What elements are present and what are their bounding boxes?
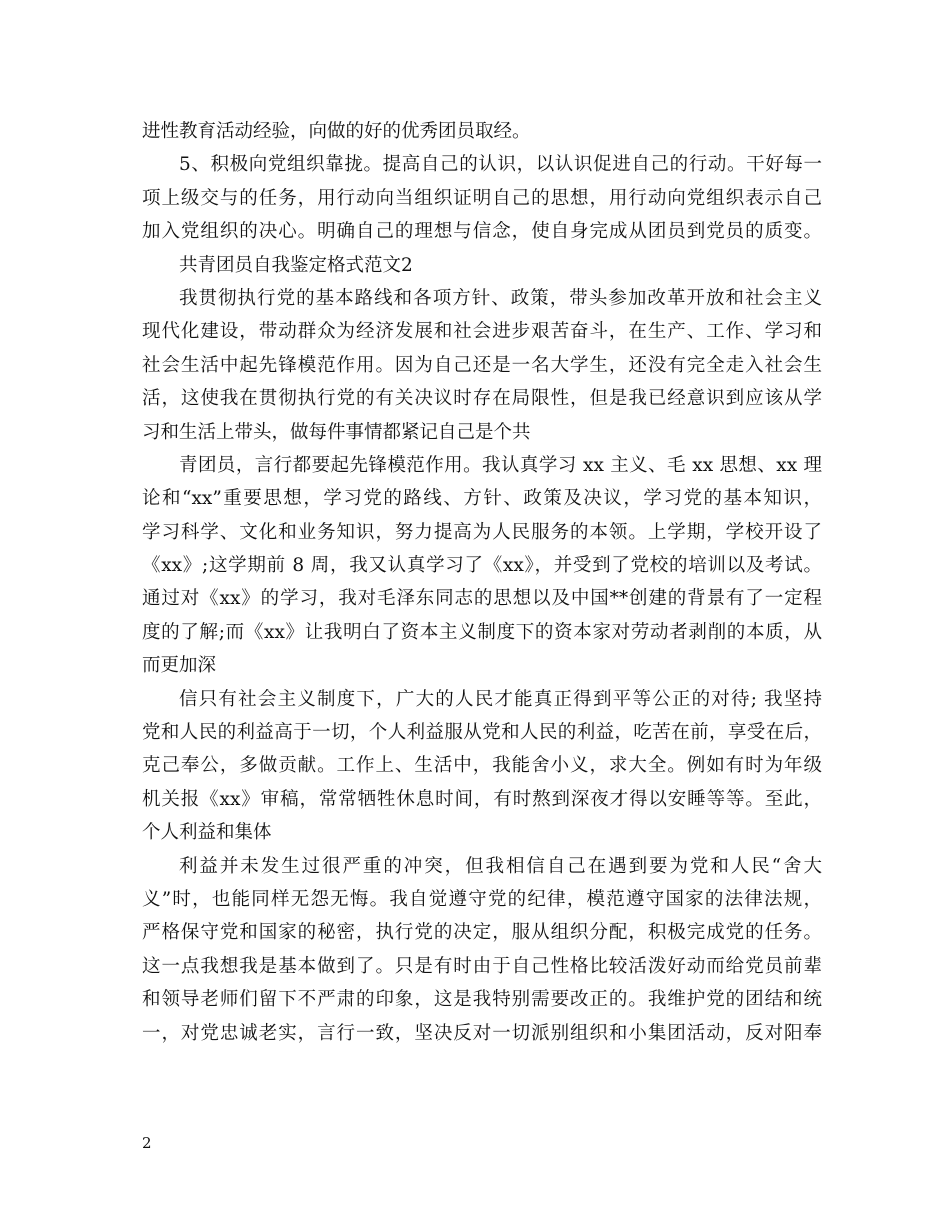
- text-line: 利益并未发生过很严重的冲突，但我相信自己在遇到要为党和人民“舍大: [179, 855, 822, 877]
- text-line: 现代化建设，带动群众为经济发展和社会进步艰苦奋斗，在生产、工作、学习和: [142, 321, 822, 343]
- text-line: 和领导老师们留下不严肃的印象，这是我特别需要改正的。我维护党的团结和统: [142, 989, 822, 1011]
- text-line: 度的了解;而《xx》让我明白了资本主义制度下的资本家对劳动者剥削的本质，从: [142, 621, 822, 643]
- text-line: 党和人民的利益高于一切，个人利益服从党和人民的利益，吃苦在前，享受在后，: [142, 722, 822, 744]
- text-line: 我贯彻执行党的基本路线和各项方针、政策，带头参加改革开放和社会主义: [179, 287, 822, 309]
- text-line: 信只有社会主义制度下，广大的人民才能真正得到平等公正的对待; 我坚持: [179, 688, 822, 710]
- text-line: 学习科学、文化和业务知识，努力提高为人民服务的本领。上学期，学校开设了: [142, 521, 822, 543]
- text-line: 个人利益和集体: [142, 822, 272, 844]
- text-line: 习和生活上带头，做每件事情都紧记自己是个共: [142, 421, 531, 443]
- text-line: 论和“xx”重要思想，学习党的路线、方针、政策及决议，学习党的基本知识，: [142, 488, 822, 510]
- text-line: 活，这使我在贯彻执行党的有关决议时存在局限性，但是我已经意识到应该从学: [142, 388, 822, 410]
- text-line: 机关报《xx》审稿，常常牺牲休息时间，有时熬到深夜才得以安睡等等。至此，: [142, 788, 822, 810]
- text-line: 严格保守党和国家的秘密，执行党的决定，服从组织分配，积极完成党的任务。: [142, 922, 822, 944]
- section-heading: 共青团员自我鉴定格式范文2: [179, 254, 413, 276]
- text-line: 这一点我想我是基本做到了。只是有时由于自己性格比较活泼好动而给党员前辈: [142, 955, 822, 977]
- text-line: 加入党组织的决心。明确自己的理想与信念，使自身完成从团员到党员的质变。: [142, 221, 822, 243]
- text-line: 义”时，也能同样无怨无悔。我自觉遵守党的纪律，模范遵守国家的法律法规，: [142, 888, 822, 910]
- body-text: [142, 115, 822, 1050]
- text-line: 5、积极向党组织靠拢。提高自己的认识，以认识促进自己的行动。干好每一: [179, 154, 822, 176]
- text-line: 通过对《xx》的学习，我对毛泽东同志的思想以及中国**创建的背景有了一定程: [142, 588, 822, 610]
- text-line: 项上级交与的任务，用行动向当组织证明自己的思想，用行动向党组织表示自己: [142, 187, 822, 209]
- text-line: 一，对党忠诚老实，言行一致，坚决反对一切派别组织和小集团活动，反对阳奉: [142, 1022, 822, 1044]
- text-line: 克己奉公，多做贡献。工作上、生活中，我能舍小义，求大全。例如有时为年级: [142, 755, 822, 777]
- text-line: 而更加深: [142, 655, 217, 677]
- text-line: 《xx》;这学期前 8 周，我又认真学习了《xx》，并受到了党校的培训以及考试。: [142, 555, 822, 577]
- text-line: 青团员，言行都要起先锋模范作用。我认真学习 xx 主义、毛 xx 思想、xx 理: [179, 454, 822, 476]
- text-line: 进性教育活动经验，向做的好的优秀团员取经。: [142, 121, 531, 142]
- text-line: 社会生活中起先锋模范作用。因为自己还是一名大学生，还没有完全走入社会生: [142, 354, 822, 376]
- page-number: 2: [142, 1134, 152, 1152]
